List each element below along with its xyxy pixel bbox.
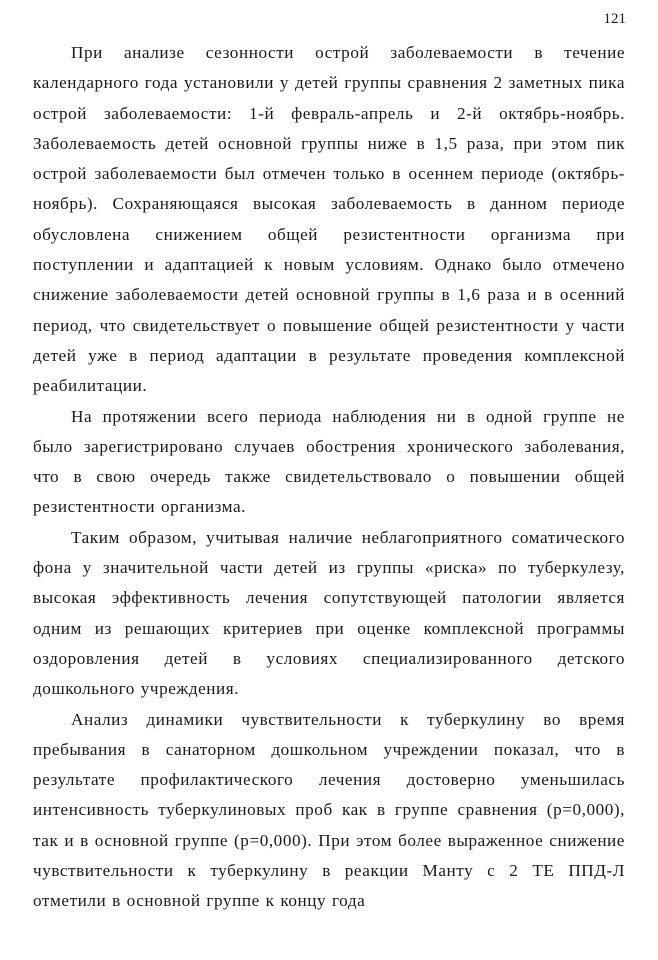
paragraph-conclusion: Таким образом, учитывая наличие неблагоприятного соматического фона у значительной части детей из группы «риска» по туберкулезу, высокая эффективность лечения сопутствующей патологии является одним из решающих критериев при оценке комплексной программы оздоровления детей в условиях специализированного детского дошкольного учреждения.: [33, 527, 625, 699]
body-text: [33, 38, 625, 917]
paragraph-no-exacerbations: На протяжении всего периода наблюдения ни в одной группе не было зарегистрировано случаев обострения хронического заболевания, что в свою очередь также свидетельствовало о повышении общей резистентности организма.: [33, 406, 625, 517]
page-number: 121: [603, 11, 626, 27]
paragraph-tuberculin-sensitivity: Анализ динамики чувствительности к туберкулину во время пребывания в санаторном дошкольном учреждении показал, что в результате профилактического лечения достоверно уменьшилась интенсивность туберкулиновых проб как в группе сравнения (р=0,000), так и в основной группе (р=0,000). При этом более выраженное снижение чувствительности к туберкулину в реакции Манту с 2 ТЕ ППД-Л отметили в основной группе к концу года: [33, 709, 625, 911]
paragraph-seasonality: При анализе сезонности острой заболеваемости в течение календарного года установили у детей группы сравнения 2 заметных пика острой заболеваемости: 1-й февраль-апрель и 2-й октябрь-ноябрь. Заболеваемость детей основной группы ниже в 1,5 раза, при этом пик острой заболеваемости был отмечен только в осеннем периоде (октябрь-ноябрь). Сохраняющаяся высокая заболеваемость в данном периоде обусловлена снижением общей резистентности организма при поступлении и адаптацией к новым условиям. Однако было отмечено снижение заболеваемости детей основной группы в 1,6 раза и в осенний период, что свидетельствует о повышение общей резистентности у части детей уже в период адаптации в результате проведения комплексной реабилитации.: [33, 43, 625, 396]
